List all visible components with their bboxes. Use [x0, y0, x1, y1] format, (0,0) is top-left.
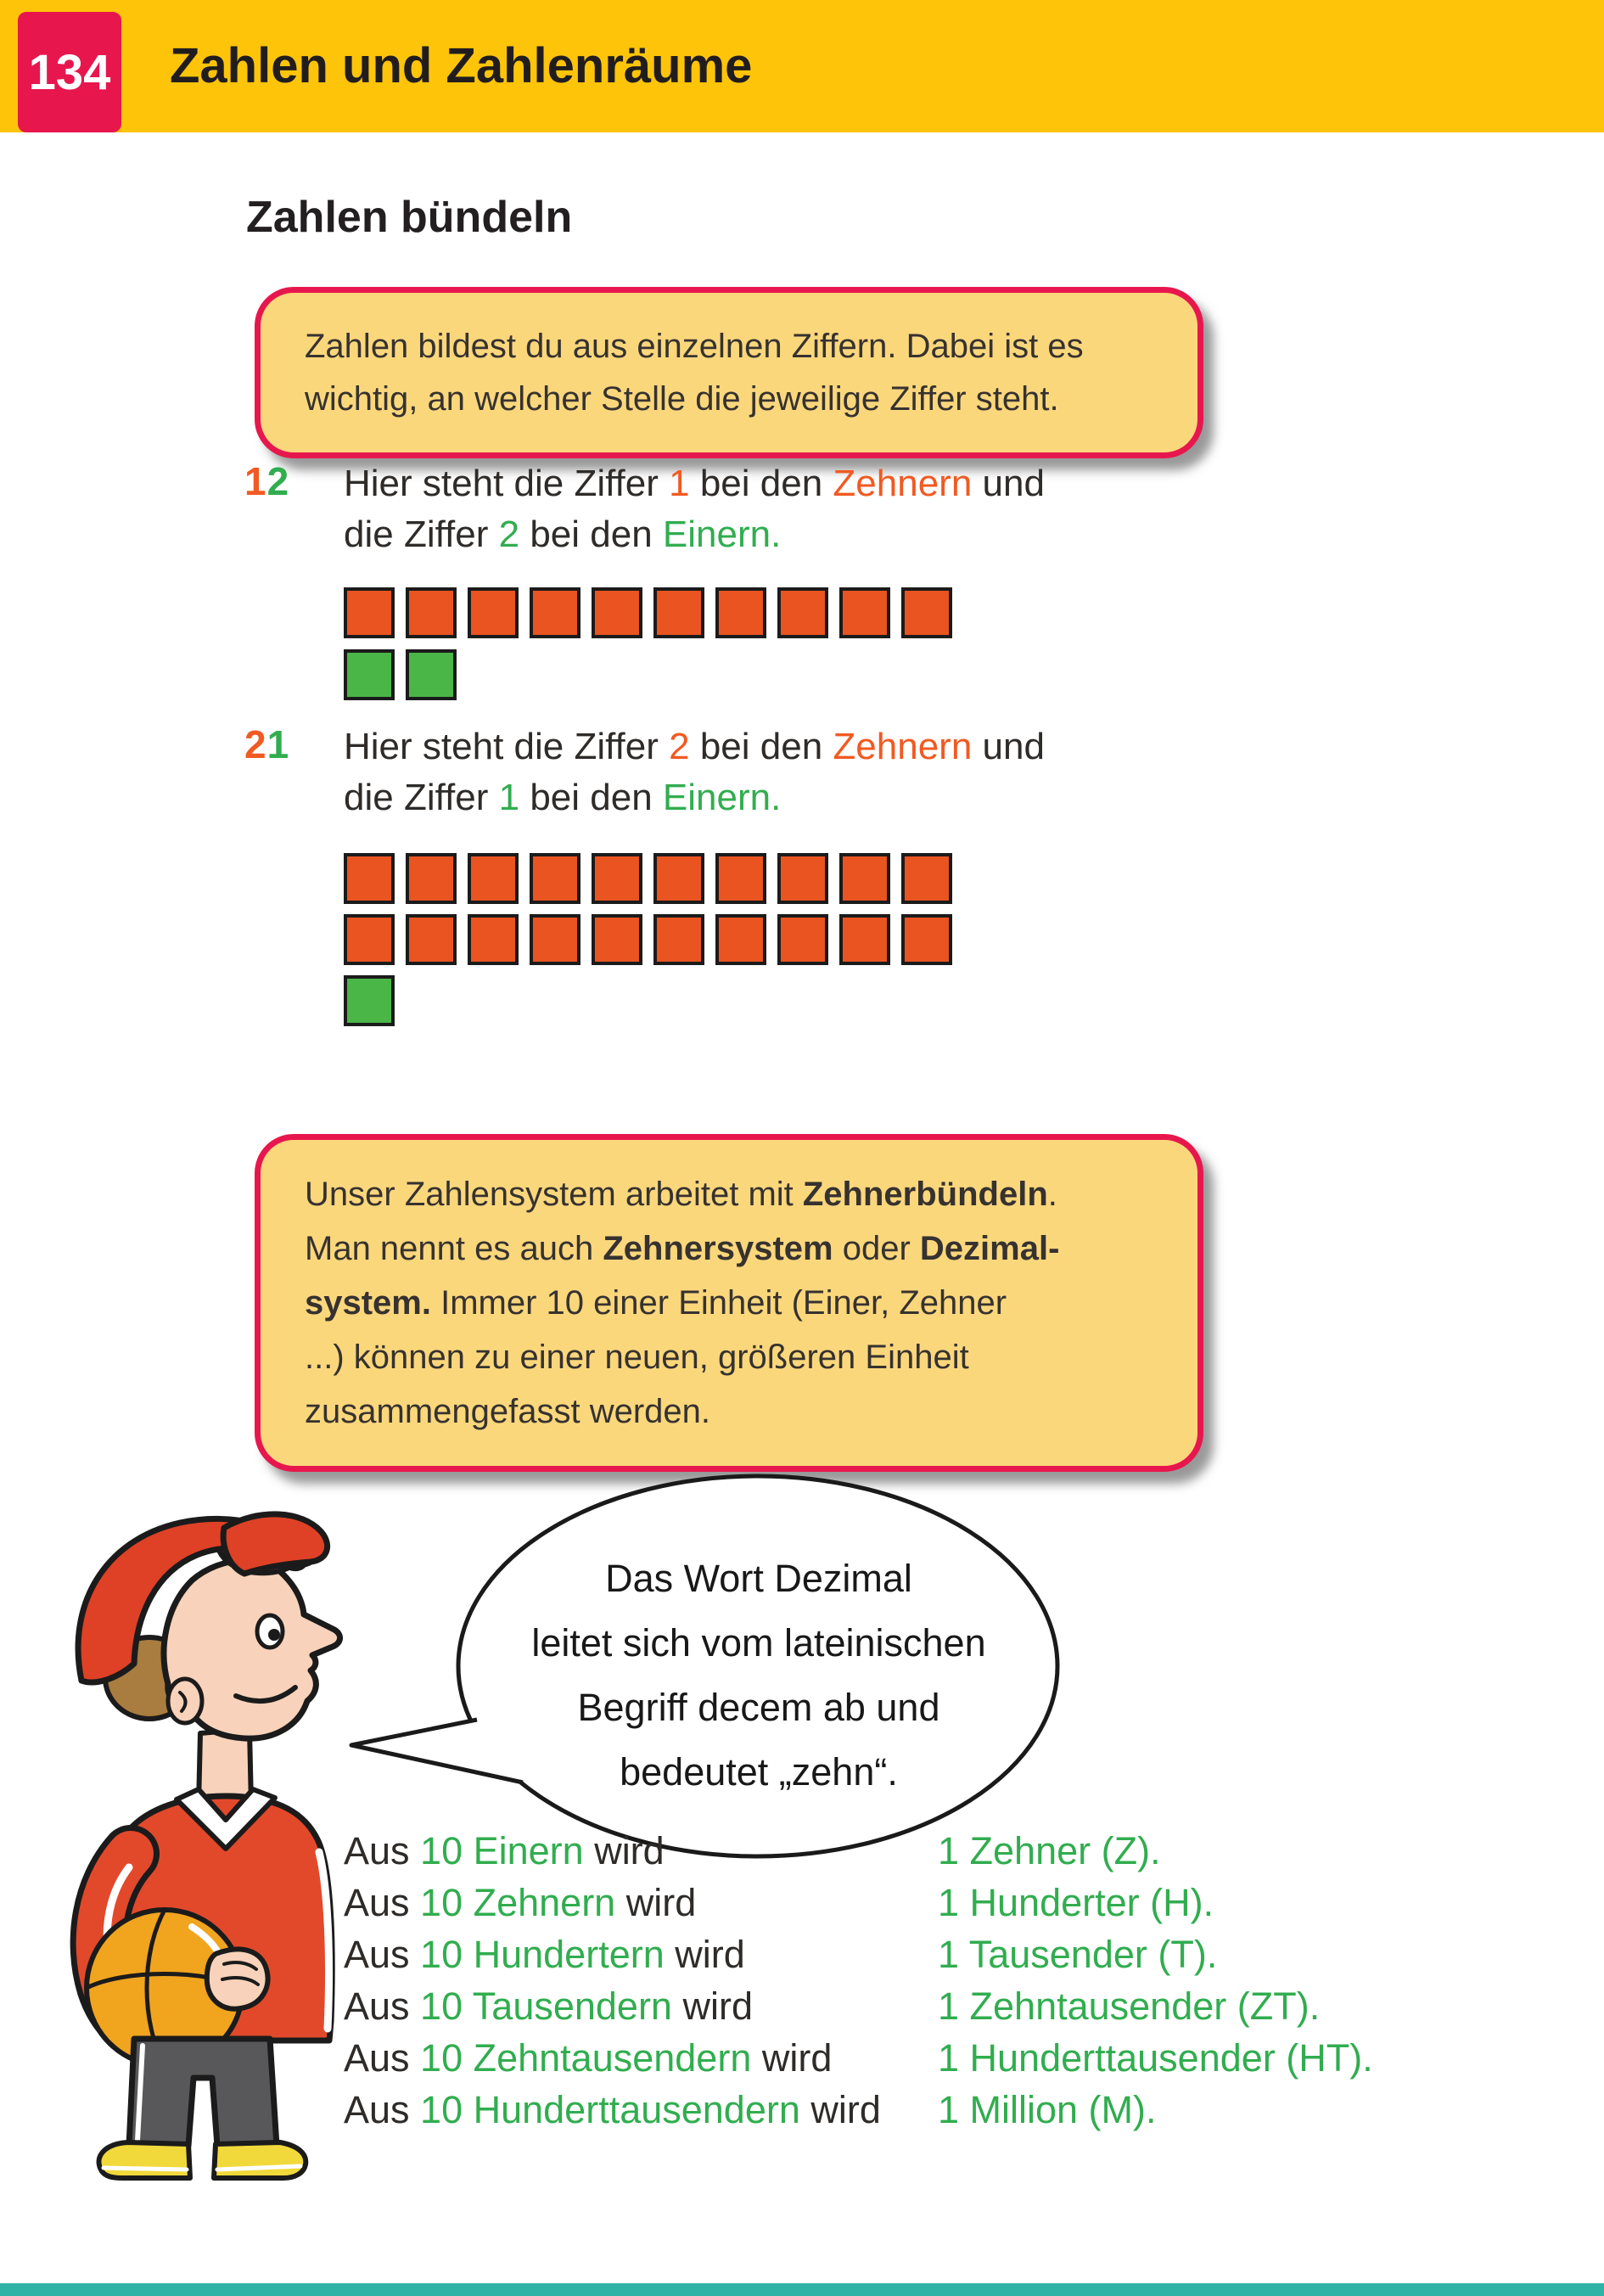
text-segment: bei den — [519, 514, 663, 555]
boy-shoe-left — [99, 2142, 190, 2178]
text-segment: Aus — [344, 1984, 421, 2028]
section-heading: Zahlen bündeln — [246, 193, 573, 242]
text-segment: Hier steht die Ziffer — [344, 463, 670, 504]
text-segment: Aus — [344, 1881, 421, 1924]
quantity: 10 Tausendern — [420, 1984, 672, 2028]
place-value-word: Einern. — [662, 514, 782, 555]
text-segment: wird — [751, 2036, 833, 2080]
conversion-from — [344, 1877, 938, 1928]
squares-row-21-tens-1 — [344, 853, 952, 904]
unit-square — [715, 587, 766, 638]
bubble-line-3: Begriff decem ab und — [577, 1686, 940, 1729]
unit-square — [839, 914, 890, 965]
conversion-from — [344, 1825, 938, 1877]
example-number-12 — [244, 458, 289, 504]
unit-square — [530, 914, 580, 965]
unit-square — [777, 914, 828, 965]
unit-square — [839, 587, 890, 638]
text-segment: Hier steht die Ziffer — [344, 726, 670, 767]
quantity: 10 Zehnern — [420, 1881, 616, 1924]
quantity: 10 Hundertern — [420, 1933, 665, 1976]
boy-pupil — [268, 1629, 280, 1641]
unit-square — [592, 853, 642, 904]
bold-term: system. — [305, 1284, 431, 1322]
example-12-text — [344, 458, 1277, 560]
unit-square — [777, 853, 828, 904]
text-segment: . — [1047, 1176, 1057, 1213]
bold-term: Zehnerbündeln — [802, 1176, 1048, 1213]
example-21-line-2 — [344, 772, 1277, 823]
chapter-title: Zahlen und Zahlenräume — [170, 38, 753, 93]
conversion-result: 1 Zehner (Z). — [938, 1829, 1161, 1872]
conversion-result: 1 Tausender (T). — [938, 1933, 1218, 1976]
text-segment: oder — [833, 1230, 920, 1267]
intro-line-2: wichtig, an welcher Stelle die jeweilige Ziffer steht. — [305, 380, 1059, 418]
intro-note-box — [255, 287, 1203, 458]
unit-square — [653, 853, 704, 904]
place-value-word: Zehnern — [833, 726, 973, 767]
digit-tens: 1 — [244, 459, 267, 503]
text-segment: bei den — [689, 726, 833, 767]
unit-square — [592, 587, 642, 638]
unit-square — [406, 587, 457, 638]
list-item — [344, 2032, 1373, 2084]
place-value-word: Einern. — [662, 777, 782, 818]
page-number: 134 — [28, 44, 111, 100]
intro-line-1: Zahlen bildest du aus einzelnen Ziffern. Dabei ist es — [305, 328, 1084, 365]
digit-highlight: 2 — [669, 726, 690, 767]
conversion-from — [344, 1980, 938, 2032]
list-item — [344, 1928, 1373, 1980]
list-item — [344, 1980, 1373, 2032]
unit-square — [406, 914, 457, 965]
unit-square — [901, 853, 952, 904]
text-segment: Aus — [344, 2036, 421, 2080]
conversion-from — [344, 2032, 938, 2084]
text-segment: wird — [583, 1829, 665, 1872]
text-segment: und — [972, 463, 1045, 504]
text-segment: Man nennt es auch — [305, 1230, 603, 1267]
system-line-5: zusammengefasst werden. — [305, 1393, 711, 1430]
bubble-line-2: leitet sich vom lateinischen — [531, 1621, 986, 1664]
conversion-from — [344, 1928, 938, 1980]
text-segment: bei den — [689, 463, 833, 504]
bold-term: Zehnersystem — [603, 1230, 833, 1267]
text-segment: wird — [671, 1984, 753, 2028]
digit-highlight: 1 — [669, 463, 690, 504]
system-note-box — [255, 1134, 1203, 1472]
text-segment: Aus — [344, 1933, 421, 1976]
text-segment: Immer 10 einer Einheit (Einer, Zehner — [430, 1284, 1007, 1322]
list-item — [344, 1825, 1373, 1877]
system-line-3 — [305, 1276, 1153, 1330]
unit-square — [653, 587, 704, 638]
example-21-text — [344, 721, 1277, 823]
conversion-result: 1 Hunderttausender (HT). — [938, 2036, 1373, 2080]
digit-ones: 1 — [266, 722, 290, 766]
quantity: 10 Hunderttausendern — [420, 2088, 800, 2131]
place-value-word: Zehnern — [833, 463, 973, 504]
unit-square — [344, 975, 395, 1026]
list-item — [344, 1877, 1373, 1928]
system-line-2 — [305, 1221, 1153, 1276]
unit-square — [406, 853, 457, 904]
unit-square — [901, 914, 952, 965]
unit-square — [901, 587, 952, 638]
example-12-line-1 — [344, 458, 1277, 509]
system-line-1 — [305, 1167, 1153, 1221]
conversion-result: 1 Million (M). — [938, 2088, 1157, 2131]
boy-with-basketball-illustration — [22, 1479, 362, 2183]
bold-term: Dezimal- — [919, 1230, 1060, 1267]
conversion-list — [344, 1825, 1373, 2136]
digit-highlight: 1 — [498, 777, 520, 818]
example-number-21 — [244, 721, 289, 767]
digit-ones: 2 — [266, 459, 290, 503]
digit-highlight: 2 — [498, 514, 520, 555]
text-segment: Aus — [344, 1829, 421, 1872]
unit-square — [344, 587, 395, 638]
unit-square — [344, 914, 395, 965]
list-item — [344, 2084, 1373, 2136]
quantity: 10 Zehntausendern — [420, 2036, 752, 2080]
text-segment: wird — [664, 1933, 745, 1976]
squares-row-12-ones — [344, 649, 457, 700]
text-segment: wird — [799, 2088, 881, 2131]
text-segment: und — [972, 726, 1045, 767]
conversion-result: 1 Zehntausender (ZT). — [938, 1984, 1321, 2028]
bubble-line-1: Das Wort Dezimal — [605, 1557, 912, 1600]
text-segment: die Ziffer — [344, 777, 499, 818]
speech-bubble-text — [474, 1547, 1044, 1805]
unit-square — [344, 649, 395, 700]
conversion-from — [344, 2084, 938, 2136]
unit-square — [592, 914, 642, 965]
boy-pants — [129, 2039, 277, 2146]
squares-row-21-ones — [344, 975, 395, 1026]
system-line-4: ...) können zu einer neuen, größeren Einheit — [305, 1339, 969, 1376]
example-21-line-1 — [344, 721, 1277, 772]
unit-square — [468, 914, 519, 965]
unit-square — [468, 853, 519, 904]
unit-square — [839, 853, 890, 904]
unit-square — [344, 853, 395, 904]
example-12-line-2 — [344, 509, 1277, 560]
page-number-badge — [18, 12, 121, 132]
unit-square — [777, 587, 828, 638]
text-segment: die Ziffer — [344, 514, 499, 555]
text-segment: wird — [615, 1881, 697, 1924]
digit-tens: 2 — [244, 722, 267, 766]
footer-bar — [0, 2283, 1604, 2296]
text-segment: Unser Zahlensystem arbeitet mit — [305, 1176, 803, 1213]
squares-row-12-tens — [344, 587, 952, 638]
unit-square — [468, 587, 519, 638]
text-segment: Aus — [344, 2088, 421, 2131]
conversion-result: 1 Hunderter (H). — [938, 1881, 1214, 1924]
unit-square — [715, 914, 766, 965]
text-segment: bei den — [519, 777, 663, 818]
quantity: 10 Einern — [420, 1829, 584, 1872]
bubble-line-4: bedeutet „zehn“. — [620, 1750, 898, 1794]
unit-square — [530, 587, 580, 638]
boy-shoe-right — [214, 2142, 306, 2178]
unit-square — [530, 853, 580, 904]
unit-square — [715, 853, 766, 904]
unit-square — [406, 649, 457, 700]
boy-sole-left — [104, 2168, 187, 2170]
unit-square — [653, 914, 704, 965]
squares-row-21-tens-2 — [344, 914, 952, 965]
